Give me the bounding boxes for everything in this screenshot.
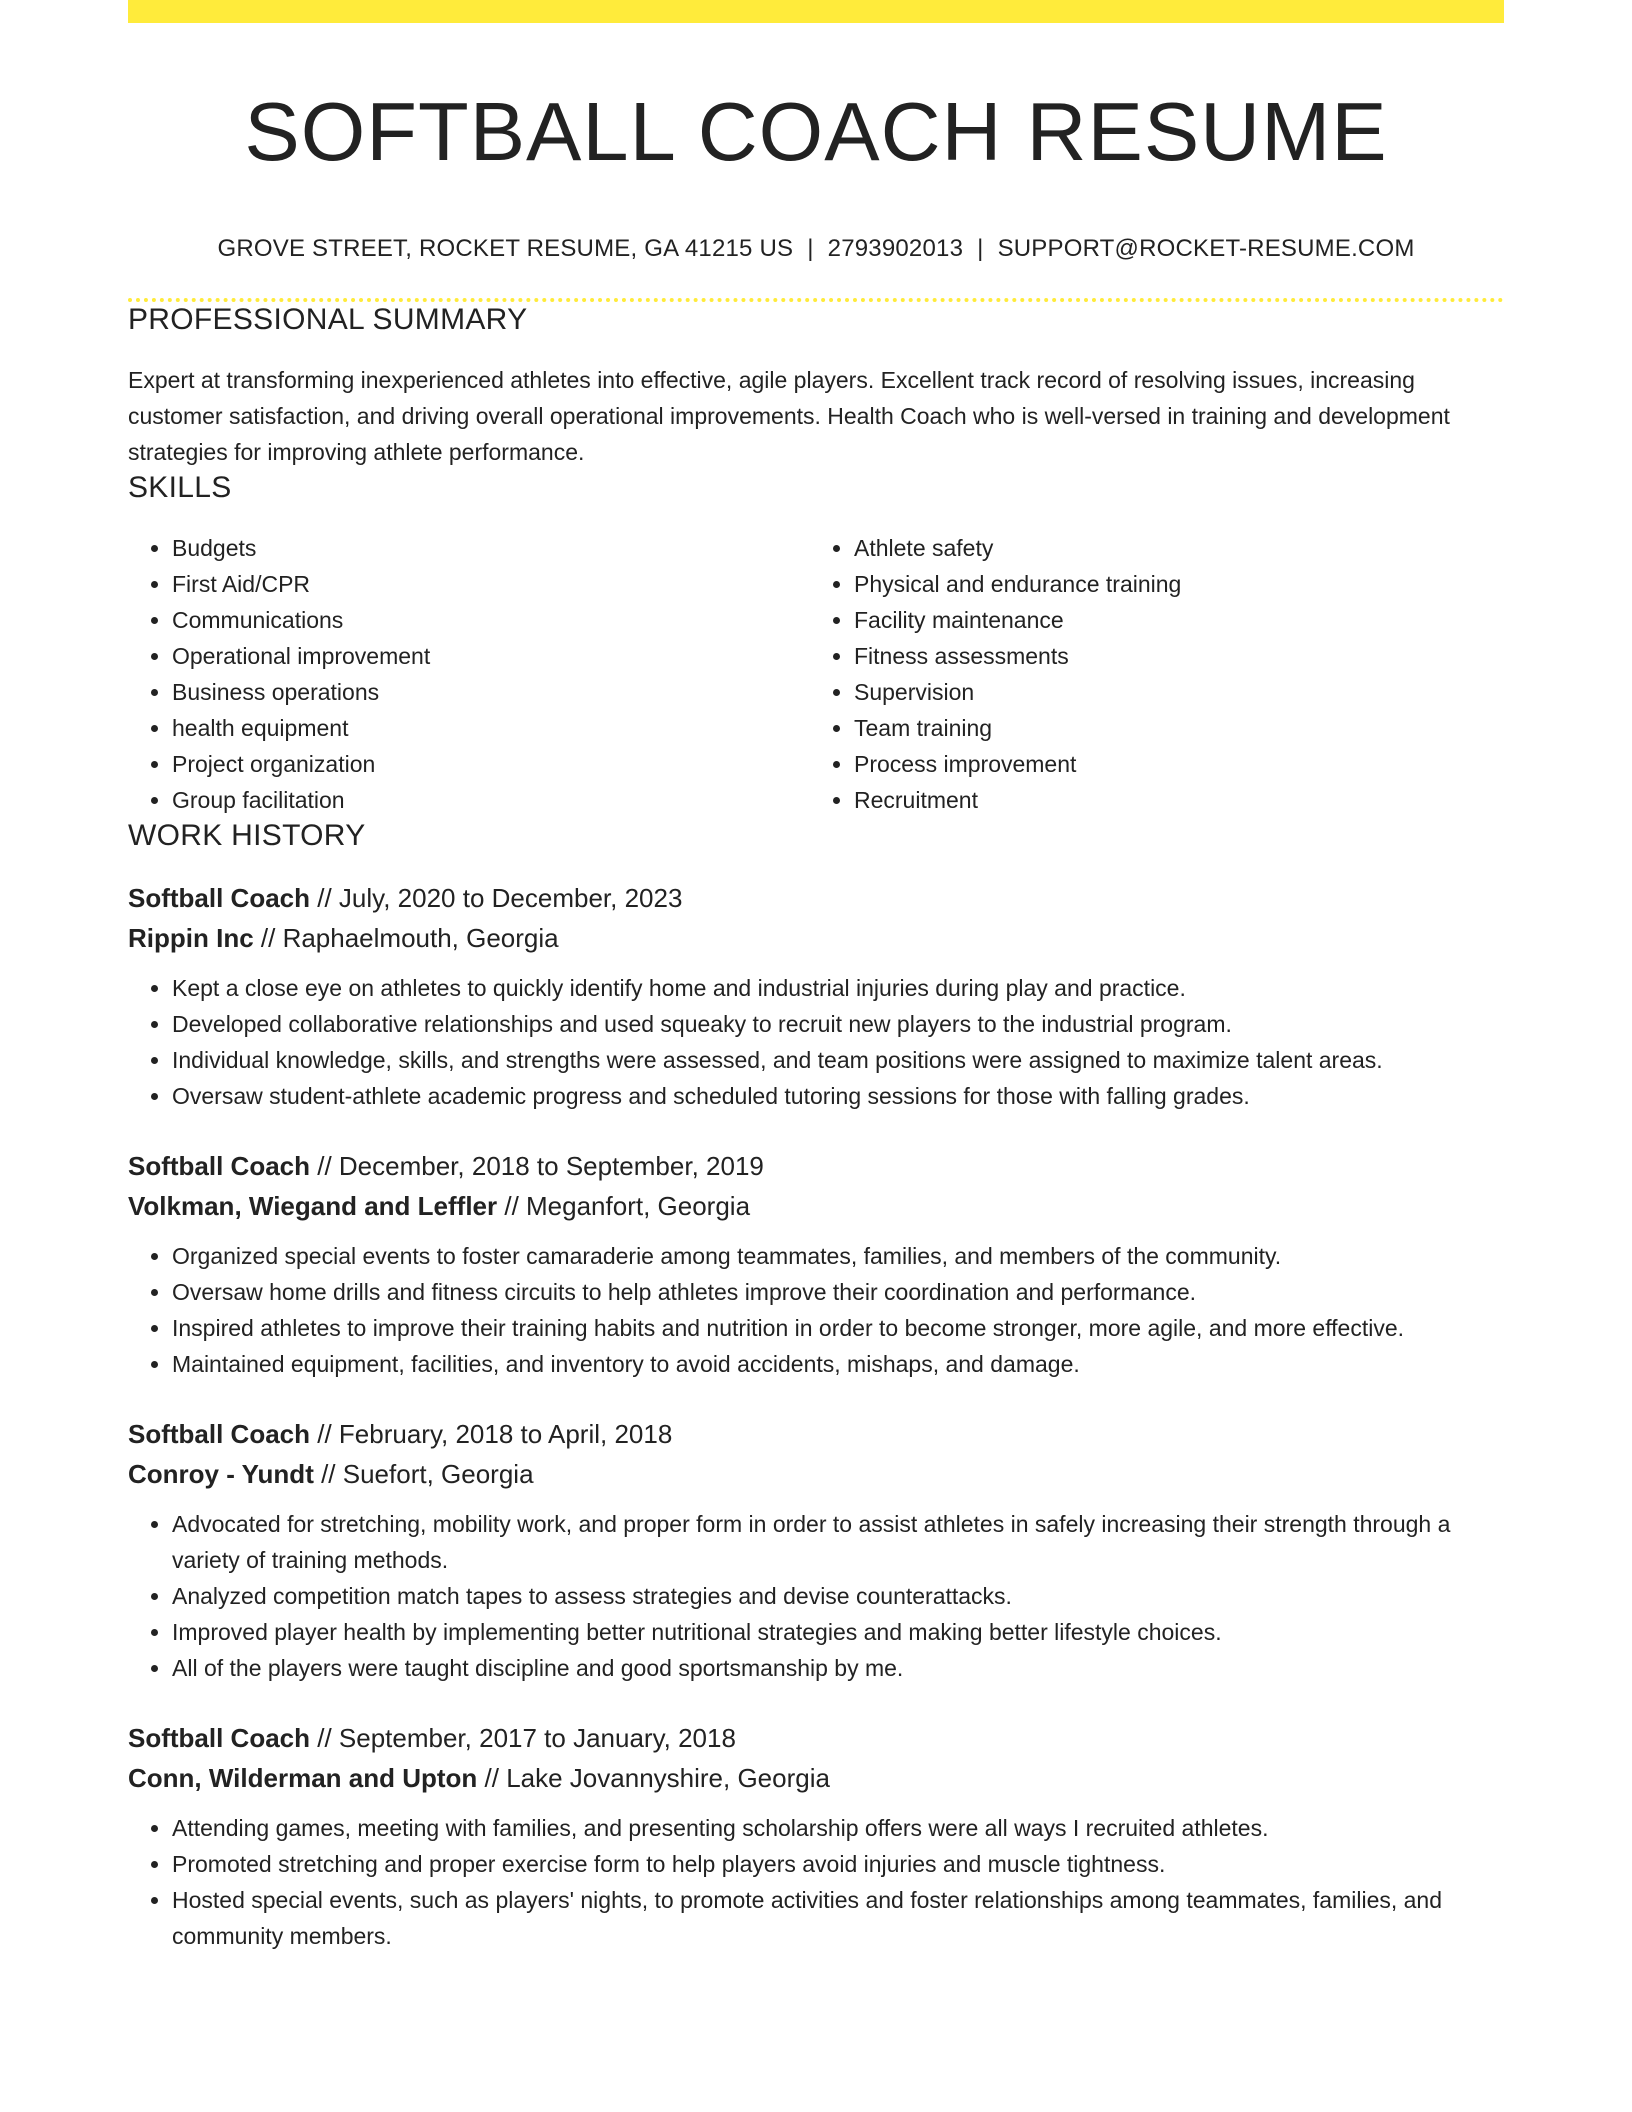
job-location: // Lake Jovannyshire, Georgia: [477, 1763, 830, 1794]
skill-item: • Supervision: [854, 674, 1484, 710]
job-company-line: [128, 1758, 1504, 1798]
duty-item: • Kept a close eye on athletes to quickly identify home and industrial injuries during play and practice.: [172, 970, 1504, 1006]
summary-text: Expert at transforming inexperienced athletes into effective, agile players. Excellent track record of resolving issues, increasing customer satisfaction, and driving overall operational improvements. Health Coach who is well-versed in training and development strategies for improving athlete performance.: [128, 367, 1450, 466]
job-company-line: [128, 1186, 1504, 1226]
skill-item: • Physical and endurance training: [854, 566, 1484, 602]
job-entry: [128, 1718, 1504, 1954]
job-title-line: [128, 1146, 1504, 1186]
skill-item: • Operational improvement: [172, 638, 806, 674]
job-entry: [128, 1414, 1504, 1686]
job-title: Softball Coach: [128, 1151, 311, 1182]
job-company-line: [128, 1454, 1504, 1494]
accent-bar: [128, 0, 1504, 23]
job-entry: [128, 1146, 1504, 1382]
skill-item: • Business operations: [172, 674, 806, 710]
company-name: Volkman, Wiegand and Leffler: [128, 1191, 498, 1222]
duty-item: • All of the players were taught discipline and good sportsmanship by me.: [172, 1650, 1504, 1686]
job-dates: // September, 2017 to January, 2018: [310, 1723, 736, 1754]
job-dates: // July, 2020 to December, 2023: [310, 883, 683, 914]
skill-item: • Facility maintenance: [854, 602, 1484, 638]
separator: |: [977, 235, 984, 263]
job-dates: // February, 2018 to April, 2018: [310, 1419, 673, 1450]
job-duties: [128, 1238, 1504, 1382]
job-location: // Suefort, Georgia: [313, 1459, 534, 1490]
skills-columns: [128, 530, 1504, 818]
skill-item: • Process improvement: [854, 746, 1484, 782]
job-title-line: [128, 1414, 1504, 1454]
summary-section: [128, 302, 1504, 470]
skills-list-right: [806, 530, 1484, 818]
skill-item: • Athlete safety: [854, 530, 1484, 566]
skill-item: • Project organization: [172, 746, 806, 782]
skill-item: • First Aid/CPR: [172, 566, 806, 602]
job-company-line: [128, 918, 1504, 958]
job-title: Softball Coach: [128, 1723, 311, 1754]
skill-item: • Team training: [854, 710, 1484, 746]
company-name: Rippin Inc: [128, 923, 254, 954]
duty-item: • Improved player health by implementing better nutritional strategies and making better lifestyle choices.: [172, 1614, 1504, 1650]
skill-item: • Recruitment: [854, 782, 1484, 818]
skill-item: • health equipment: [172, 710, 806, 746]
duty-item: • Individual knowledge, skills, and strengths were assessed, and team positions were assigned to maximize talent areas.: [172, 1042, 1504, 1078]
skills-section: [128, 470, 1504, 818]
job-location: // Raphaelmouth, Georgia: [253, 923, 559, 954]
address-text: GROVE STREET, ROCKET RESUME, GA 41215 US: [217, 235, 794, 263]
skill-item: • Fitness assessments: [854, 638, 1484, 674]
duty-item: • Hosted special events, such as players' nights, to promote activities and foster relationships among teammates, families, and community members.: [172, 1882, 1504, 1954]
company-name: Conn, Wilderman and Upton: [128, 1763, 478, 1794]
job-duties: [128, 1810, 1504, 1954]
duty-item: • Attending games, meeting with families, and presenting scholarship offers were all ways I recruited athletes.: [172, 1810, 1504, 1846]
job-title-line: [128, 878, 1504, 918]
skill-item: • Budgets: [172, 530, 806, 566]
resume-title: SOFTBALL COACH RESUME: [244, 85, 1388, 178]
skill-item: • Communications: [172, 602, 806, 638]
contact-line: [128, 235, 1504, 264]
job-duties: [128, 1506, 1504, 1686]
job-duties: [128, 970, 1504, 1114]
skill-item: • Group facilitation: [172, 782, 806, 818]
duty-item: • Analyzed competition match tapes to assess strategies and devise counterattacks.: [172, 1578, 1504, 1614]
duty-item: • Promoted stretching and proper exercise form to help players avoid injuries and muscle tightness.: [172, 1846, 1504, 1882]
work-history-section: [128, 818, 1504, 1954]
job-entry: [128, 878, 1504, 1114]
duty-item: • Advocated for stretching, mobility work, and proper form in order to assist athletes in safely increasing their strength through a variety of training methods.: [172, 1506, 1504, 1578]
duty-item: • Inspired athletes to improve their training habits and nutrition in order to become stronger, more agile, and more effective.: [172, 1310, 1504, 1346]
duty-item: • Maintained equipment, facilities, and inventory to avoid accidents, mishaps, and damage.: [172, 1346, 1504, 1382]
duty-item: • Organized special events to foster camaraderie among teammates, families, and members of the community.: [172, 1238, 1504, 1274]
job-title: Softball Coach: [128, 883, 311, 914]
job-title: Softball Coach: [128, 1419, 311, 1450]
skills-heading: SKILLS: [128, 471, 232, 505]
work-history-heading: WORK HISTORY: [128, 819, 366, 853]
email-text: SUPPORT@ROCKET-RESUME.COM: [997, 235, 1415, 263]
phone-text: 2793902013: [827, 235, 964, 263]
resume-page: [128, 0, 1504, 1954]
company-name: Conroy - Yundt: [128, 1459, 314, 1490]
duty-item: • Oversaw student-athlete academic progress and scheduled tutoring sessions for those with falling grades.: [172, 1078, 1504, 1114]
separator: |: [807, 235, 814, 263]
skills-list-left: [128, 530, 806, 818]
duty-item: • Developed collaborative relationships and used squeaky to recruit new players to the industrial program.: [172, 1006, 1504, 1042]
job-title-line: [128, 1718, 1504, 1758]
job-dates: // December, 2018 to September, 2019: [310, 1151, 764, 1182]
duty-item: • Oversaw home drills and fitness circuits to help athletes improve their coordination and performance.: [172, 1274, 1504, 1310]
job-location: // Meganfort, Georgia: [497, 1191, 751, 1222]
summary-heading: PROFESSIONAL SUMMARY: [128, 303, 528, 337]
